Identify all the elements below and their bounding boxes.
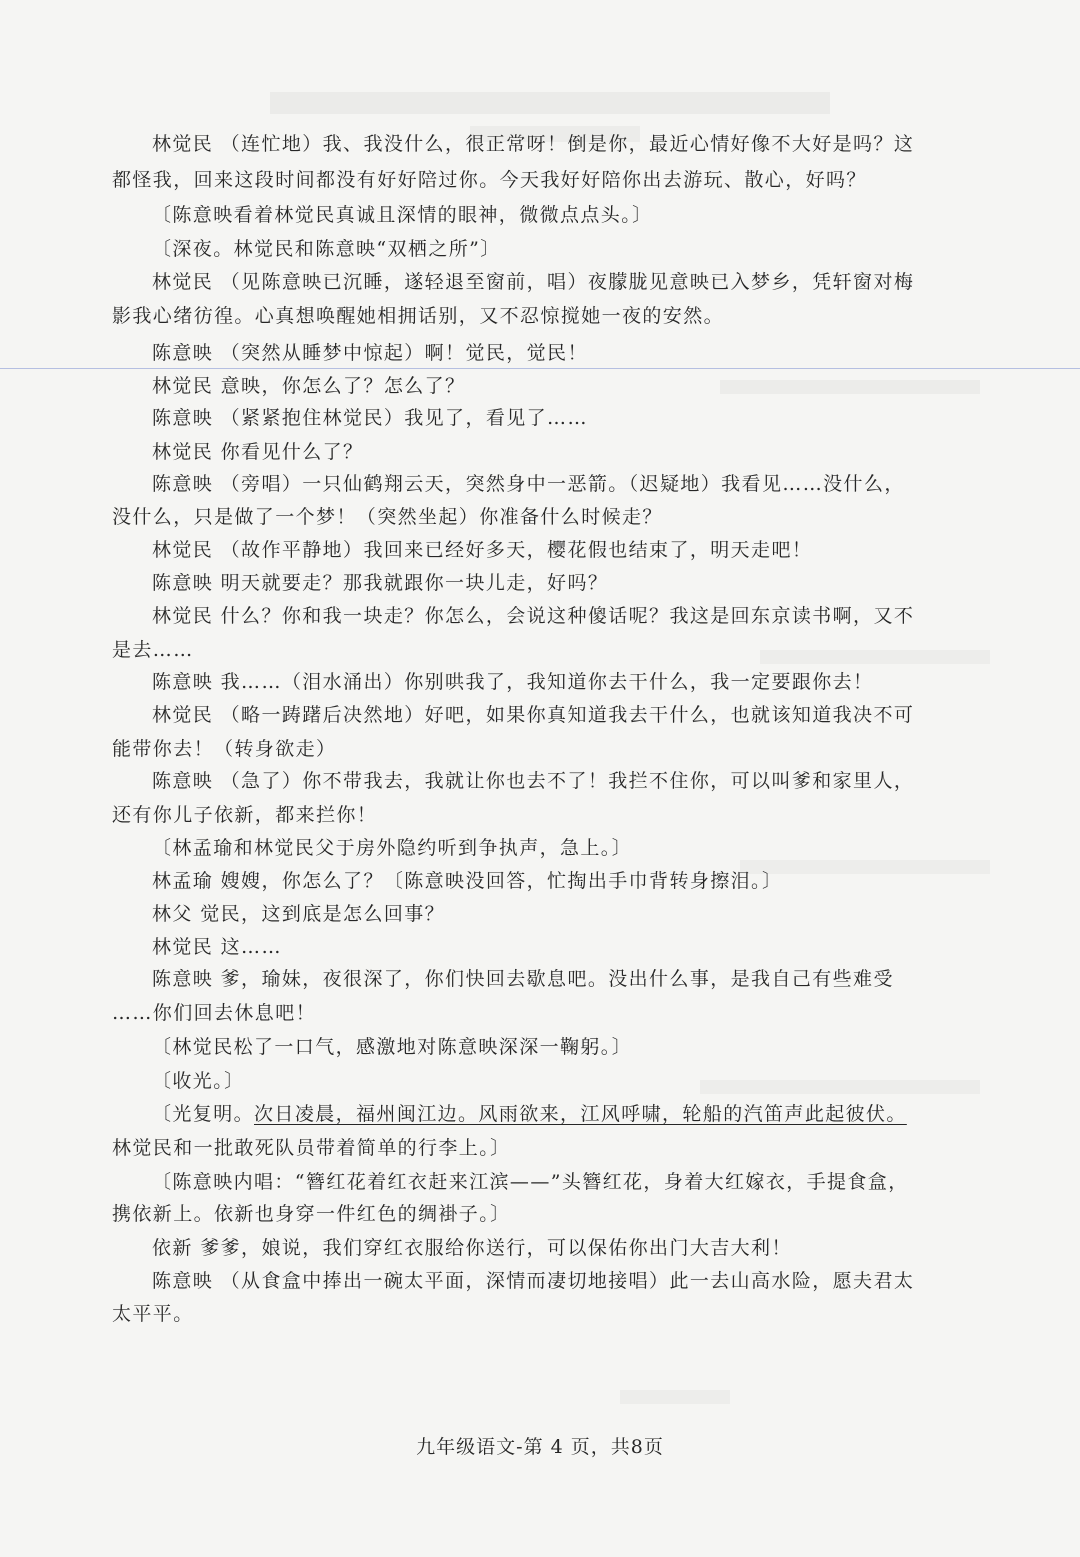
text-line: 林孟瑜 嫂嫂，你怎么了？〔陈意映没回答，忙掏出手巾背转身擦泪。〕 — [152, 870, 783, 892]
text-line: 陈意映 爹，瑜妹，夜很深了，你们快回去歇息吧。没出什么事，是我自己有些难受 — [152, 968, 894, 990]
text-line: 林觉民 （连忙地）我、我没什么，很正常呀！倒是你，最近心情好像不大好是吗？这 — [152, 133, 915, 155]
stage-direction: 携依新上。依新也身穿一件红色的绸褂子。〕 — [112, 1203, 511, 1225]
text-line: 是去…… — [112, 639, 194, 661]
stage-direction: 林觉民和一批敢死队员带着简单的行李上。〕 — [112, 1137, 511, 1159]
stage-direction: 〔陈意映内唱：“簪红花着红衣赶来江滨——”头簪红花，身着大红嫁衣，手提食盒， — [152, 1171, 909, 1193]
text-line: 能带你去！（转身欲走） — [112, 738, 337, 760]
text-line: 林父 觉民，这到底是怎么回事？ — [152, 903, 446, 925]
stage-direction: 〔收光。〕 — [152, 1070, 245, 1092]
bleed-through-block — [270, 92, 830, 114]
bleed-through-block — [700, 1080, 980, 1094]
text-line: 林觉民 （见陈意映已沉睡，遂轻退至窗前，唱）夜朦胧见意映已入梦乡，凭轩窗对梅 — [152, 271, 915, 293]
text-line: 林觉民 （略一踌躇后决然地）好吧，如果你真知道我去干什么，也就该知道我决不可 — [152, 704, 915, 726]
text-line: 林觉民 （故作平静地）我回来已经好多天，樱花假也结束了，明天走吧！ — [152, 539, 813, 561]
text-line: 影我心绪彷徨。心真想唤醒她相拥话别，又不忍惊搅她一夜的安然。 — [112, 305, 725, 327]
text-line: ……你们回去休息吧！ — [112, 1002, 317, 1024]
text-line: 陈意映 我……（泪水涌出）你别哄我了，我知道你去干什么，我一定要跟你去！ — [152, 671, 874, 693]
text-line: 依新 爹爹，娘说，我们穿红衣服给你送行，可以保佑你出门大吉大利！ — [152, 1237, 792, 1259]
text-line: 没什么，只是做了一个梦！（突然坐起）你准备什么时候走？ — [112, 506, 663, 528]
stage-direction: 〔陈意映看着林觉民真诚且深情的眼神，微微点点头。〕 — [152, 204, 653, 226]
stage-direction: 〔林觉民松了一口气，感激地对陈意映深深一鞠躬。〕 — [152, 1036, 633, 1058]
text-line: 林觉民 意映，你怎么了？怎么了？ — [152, 375, 466, 397]
text-line: 陈意映 （突然从睡梦中惊起）啊！觉民，觉民！ — [152, 342, 588, 364]
bleed-through-block — [760, 650, 990, 664]
bleed-through-block — [720, 380, 980, 394]
text-line: 林觉民 你看见什么了？ — [152, 441, 364, 463]
text-line: 陈意映 （急了）你不带我去，我就让你也去不了！我拦不住你，可以叫爹和家里人， — [152, 770, 915, 792]
text-line: 都怪我，回来这段时间都没有好好陪过你。今天我好好陪你出去游玩、散心，好吗？ — [112, 169, 867, 191]
stage-direction — [152, 1102, 907, 1126]
text-line: 陈意映 明天就要走？那我就跟你一块儿走，好吗？ — [152, 572, 609, 594]
underlined-passage: 次日凌晨，福州闽江边。风雨欲来，江风呼啸，轮船的汽笛声此起彼伏。 — [254, 1103, 907, 1125]
stage-direction: 〔林孟瑜和林觉民父于房外隐约听到争执声，急上。〕 — [152, 837, 633, 859]
text-line: 林觉民 什么？你和我一块走？你怎么，会说这种傻话呢？我这是回东京读书啊，又不 — [152, 605, 915, 627]
page-crease-line — [0, 368, 1080, 369]
stage-direction: 〔深夜。林觉民和陈意映“双栖之所”〕 — [152, 238, 501, 260]
stage-direction-start: 〔光复明。 — [152, 1103, 255, 1125]
text-line: 还有你儿子依新，都来拦你！ — [112, 804, 378, 826]
text-line: 太平平。 — [112, 1303, 194, 1325]
page-footer: 九年级语文-第 4 页，共8页 — [416, 1436, 664, 1458]
text-line: 林觉民 这…… — [152, 936, 282, 958]
text-line: 陈意映 （紧紧抱住林觉民）我见了，看见了…… — [152, 407, 588, 429]
bleed-through-block — [620, 1390, 730, 1404]
text-line: 陈意映 （旁唱）一只仙鹤翔云天，突然身中一恶箭。（迟疑地）我看见……没什么， — [152, 473, 905, 495]
text-line: 陈意映 （从食盒中捧出一碗太平面，深情而凄切地接唱）此一去山高水险，愿夫君太 — [152, 1270, 915, 1292]
